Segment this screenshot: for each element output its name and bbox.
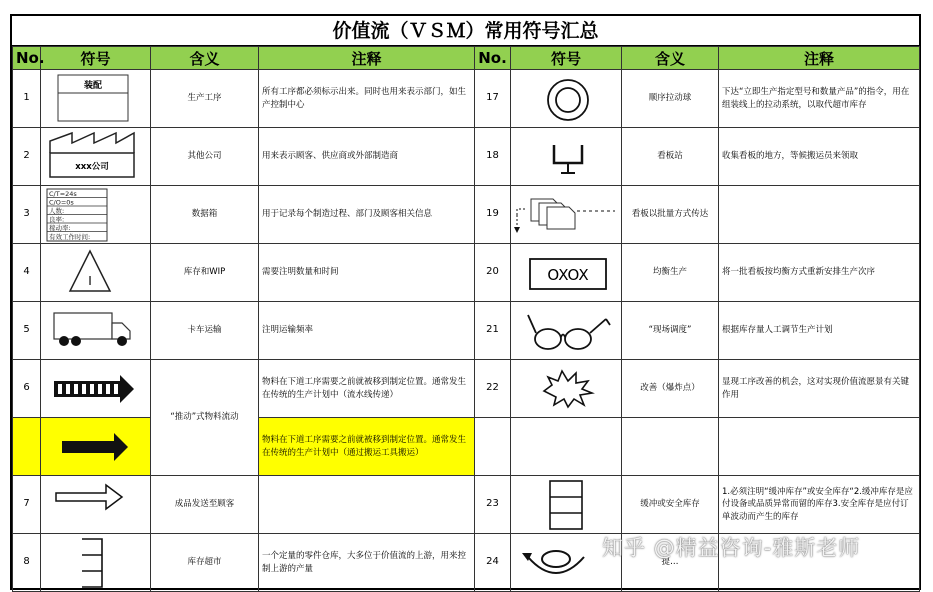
row-meaning [622,418,719,476]
row-meaning: 库存超市 [151,534,259,592]
row-meaning: 库存和WIP [151,244,259,302]
row-note: 用来表示顾客、供应商或外部制造商 [259,128,475,186]
row-no: 8 [13,534,41,592]
inventory-label: I [87,273,92,288]
row-note: 物料在下道工序需要之前就被移到制定位置。通常发生在传统的生产计划中（流水线传递） [259,360,475,418]
row-no: 5 [13,302,41,360]
header-note-right: 注释 [719,47,920,70]
row-meaning: 看板以批量方式传达 [622,186,719,244]
sequence-pull-ball-icon [511,70,622,128]
row-note: 根据库存量人工调节生产计划 [719,302,920,360]
kaizen-burst-icon [511,360,622,418]
load-leveling-label: OXOX [547,265,589,284]
vsm-symbol-sheet [10,14,921,590]
header-no-left: No. [13,47,41,70]
row-note: 物料在下道工序需要之前就被移到制定位置。通常发生在传统的生产计划中（通过搬运工具搬运） [259,418,475,476]
symbol-table [12,46,920,592]
row-no: 7 [13,476,41,534]
row-meaning: 数据箱 [151,186,259,244]
row-no: 24 [475,534,511,592]
row-meaning: 其他公司 [151,128,259,186]
row-note [259,476,475,534]
header-symbol-right: 符号 [511,47,622,70]
row-meaning: 看板站 [622,128,719,186]
data-box-line: 有效工作时间: [48,232,90,241]
data-box-line: C/T=24s [48,189,77,198]
push-arrow-solid-icon [41,418,151,476]
row-no [475,418,511,476]
row-note: 一个定量的零件仓库，大多位于价值流的上游，用来控制上游的产量 [259,534,475,592]
row-meaning: 改善（爆炸点） [622,360,719,418]
row-no: 23 [475,476,511,534]
row-no: 19 [475,186,511,244]
table-row [13,302,920,360]
row-note [719,186,920,244]
row-note [719,418,920,476]
data-box-icon [41,186,151,244]
table-row [13,360,920,418]
row-no: 1 [13,70,41,128]
page-title: 价值流（ＶＳＭ）常用符号汇总 [12,16,919,46]
process-box-icon [41,70,151,128]
row-no: 4 [13,244,41,302]
table-row [13,418,920,476]
row-note: 1.必须注明“缓冲库存”或安全库存“2.缓冲库存是应付设备或品质异常而留的库存3.安全库存是应付订单波动而产生的库存 [719,476,920,534]
row-no: 21 [475,302,511,360]
row-meaning: 均衡生产 [622,244,719,302]
row-meaning: 顺序拉动球 [622,70,719,128]
kanban-batch-icon [511,186,622,244]
row-note: 注明运输频率 [259,302,475,360]
header-symbol-left: 符号 [41,47,151,70]
row-no: 18 [475,128,511,186]
row-note: 收集看板的地方，等候搬运员来领取 [719,128,920,186]
header-meaning-left: 含义 [151,47,259,70]
shipment-arrow-icon [41,476,151,534]
row-meaning: “现场调度” [622,302,719,360]
row-meaning: 成品发送至顾客 [151,476,259,534]
row-note: 所有工序都必须标示出来。同时也用来表示部门，如生产控制中心 [259,70,475,128]
row-no [13,418,41,476]
data-box-line: 良率: [48,215,64,223]
row-no: 3 [13,186,41,244]
truck-icon [41,302,151,360]
header-no-right: No. [475,47,511,70]
table-row [13,186,920,244]
row-meaning: 缓冲或安全库存 [622,476,719,534]
row-meaning: 卡车运输 [151,302,259,360]
table-row [13,476,920,534]
row-no: 22 [475,360,511,418]
table-row [13,70,920,128]
data-box-line: 人数: [48,206,64,215]
load-leveling-icon [511,244,622,302]
kanban-post-icon [511,128,622,186]
push-arrow-striped-icon [41,360,151,418]
empty-symbol-cell [511,418,622,476]
row-no: 2 [13,128,41,186]
process-box-label: 装配 [83,80,102,91]
header-meaning-right: 含义 [622,47,719,70]
watermark: 知乎 @精益咨询-雅斯老师 [602,536,861,560]
factory-label: xxx公司 [74,161,109,172]
row-note: 需要注明数量和时间 [259,244,475,302]
header-note-left: 注释 [259,47,475,70]
row-note: 将一批看板按均衡方式重新安排生产次序 [719,244,920,302]
row-no: 20 [475,244,511,302]
row-meaning: 生产工序 [151,70,259,128]
row-no: 6 [13,360,41,418]
header-row [13,47,920,70]
row-note: 下达“立即生产指定型号和数量产品”的指令，用在组装线上的拉动系统，以取代超市库存 [719,70,920,128]
inventory-triangle-icon [41,244,151,302]
glasses-icon [511,302,622,360]
row-meaning: “推动”式物料流动 [151,360,259,476]
supermarket-icon [41,534,151,592]
safety-stock-icon [511,476,622,534]
table-row [13,128,920,186]
table-row [13,244,920,302]
row-note: 用于记录每个制造过程、部门及顾客相关信息 [259,186,475,244]
row-note: 显现工序改善的机会，这对实现价值流愿景有关键作用 [719,360,920,418]
data-box-line: C/O=0s [48,198,74,206]
row-no: 17 [475,70,511,128]
data-box-line: 稼动率: [48,223,71,232]
row-meaning: 提… [622,534,719,592]
factory-icon [41,128,151,186]
